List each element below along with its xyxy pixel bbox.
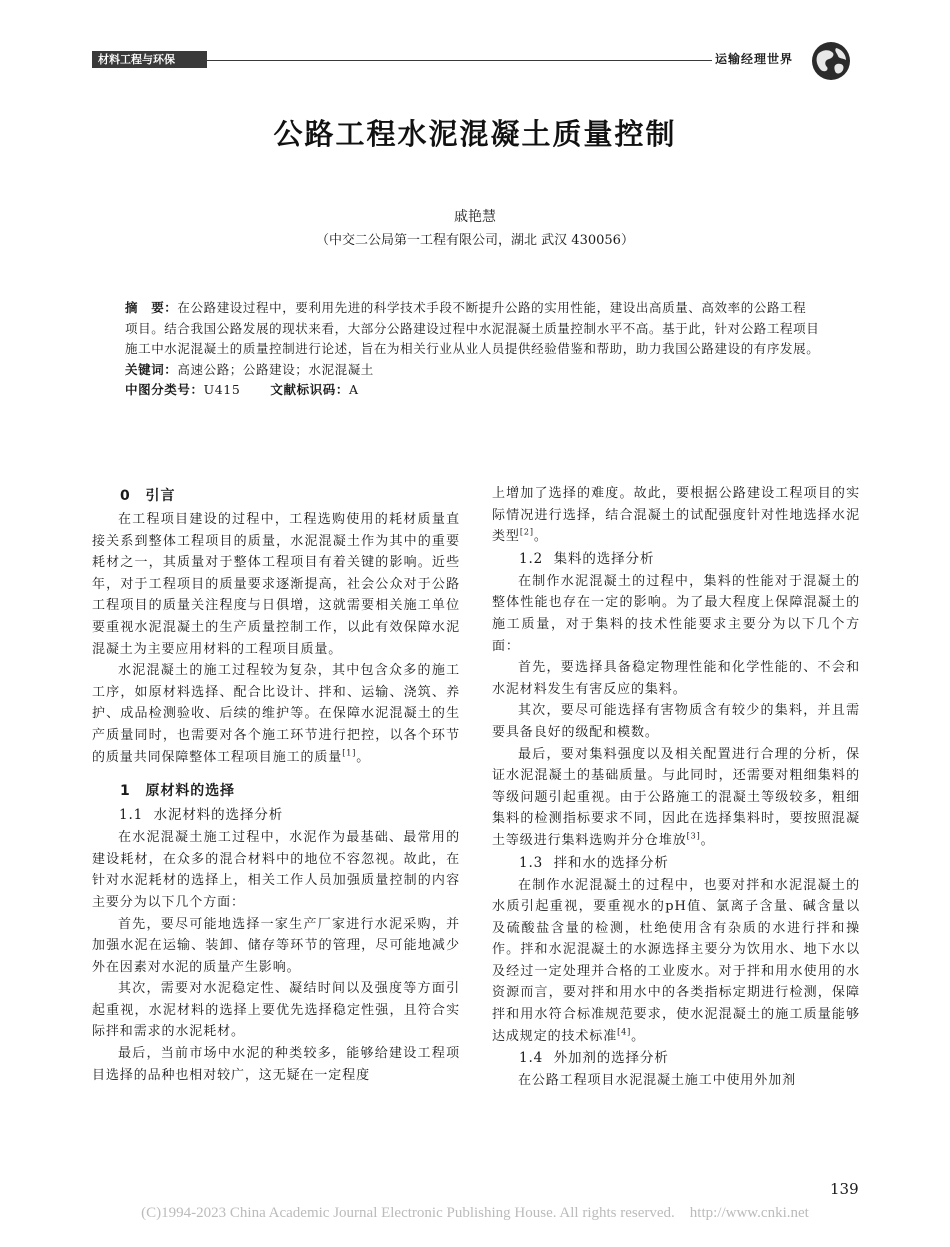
citation-4: [4] <box>617 1027 632 1037</box>
section-1-1-paragraph-3: 其次，需要对水泥稳定性、凝结时间以及强度等方面引起重视，水泥材料的选择上要优先选择稳定性强，且符合实际拌和需求的水泥耗材。 <box>92 981 460 1040</box>
section-1-2-heading <box>492 548 860 571</box>
section-1-3-number: 1.3 <box>519 854 544 871</box>
copyright-footer: (C)1994-2023 China Academic Journal Electronic Publishing House. All rights reserved. http://www.cnki.net <box>141 1205 809 1221</box>
section-1-1-heading <box>92 804 460 827</box>
section-1-1-paragraph-4: 最后，当前市场中水泥的种类较多，能够给建设工程项目选择的品种也相对较广，这无疑在一定程度 <box>92 1046 460 1083</box>
classification-line <box>125 380 845 401</box>
section-1-2-paragraph-4-end: 。 <box>700 832 715 848</box>
section-1-3-paragraph-1-text: 在制作水泥混凝土的过程中，也要对拌和水泥混凝土的水质引起重视，要重视水的pH值、氯离子含量、碱含量以及硫酸盐含量的检测，杜绝使用含有杂质的水进行拌和操作。拌和水泥混凝土的水源选择主要分为饮用水、地下水以及经过一定处理并合格的工业废水。对于拌和用水使用的水资源而言，要对拌和用水中的各类指标定期进行检测，保障拌和用水符合标准规范要求，使水泥混凝土的施工质量能够达成规定的技术标准 <box>492 877 860 1044</box>
section-1-1-number: 1.1 <box>119 807 144 824</box>
section-1-4-heading <box>492 1047 860 1070</box>
section-1-heading: 1 原材料的选择 <box>120 783 235 800</box>
section-1-3-paragraph-1-end: 。 <box>631 1028 646 1044</box>
clc-label: 中图分类号： <box>125 382 204 397</box>
page-number: 139 <box>830 1180 859 1198</box>
section-1-2-title: 集料的选择分析 <box>553 550 655 567</box>
article-title: 公路工程水泥混凝土质量控制 <box>273 117 677 151</box>
continued-paragraph <box>492 483 860 548</box>
continued-paragraph-text: 上增加了选择的难度。故此，要根据公路建设工程项目的实际情况进行选择，结合混凝土的试配强度针对性地选择水泥类型 <box>492 486 860 545</box>
section-1-3-heading <box>492 852 860 875</box>
author-affiliation: （中交二公局第一工程有限公司，湖北 武汉 430056） <box>316 233 634 248</box>
abstract-line-2: 项目。结合我国公路发展的现状来看，大部分公路建设过程中水泥混凝土质量控制水平不高。基于此，针对公路工程项目 <box>125 320 820 336</box>
citation-1: [1] <box>342 748 357 758</box>
section-0-paragraph-2-text: 水泥混凝土的施工过程较为复杂，其中包含众多的施工工序，如原材料选择、配合比设计、拌和、运输、浇筑、养护、成品检测验收、后续的维护等。在保障水泥混凝土的生产质量同时，也需要对各个施工环节进行把控，以各个环节的质量共同保障整体工程项目施工的质量 <box>92 663 460 765</box>
journal-name: 运输经理世界 <box>715 52 794 66</box>
section-1-2-number: 1.2 <box>519 550 544 567</box>
author-name: 戚艳慧 <box>454 209 496 225</box>
section-1-2-paragraph-3: 其次，要尽可能选择有害物质含有较少的集料，并且需要具备良好的级配和模数。 <box>492 703 860 740</box>
citation-2: [2] <box>519 527 534 537</box>
section-label: 材料工程与环保 <box>92 51 207 68</box>
section-1-2-paragraph-4-text: 最后，要对集料强度以及相关配置进行合理的分析，保证水泥混凝土的基础质量。与此同时，还需要对粗细集料的等级问题引起重视。由于公路施工的混凝土等级较多，粗细集料的检测指标要求不同，因此在选择集料时，要按照混凝土等级进行集料选购并分仓堆放 <box>492 746 860 848</box>
section-1-4-paragraph-1: 在公路工程项目水泥混凝土施工中使用外加剂 <box>518 1073 797 1089</box>
section-0-paragraph-2 <box>92 660 460 768</box>
abstract-text-1: 在公路建设过程中，要利用先进的科学技术手段不断提升公路的实用性能，建设出高质量、高效率的公路工程 <box>177 300 807 315</box>
section-1-3-title: 拌和水的选择分析 <box>553 854 669 871</box>
section-0-heading: 0 引言 <box>120 488 176 504</box>
abstract-line-3: 施工中水泥混凝土的质量控制进行论述，旨在为相关行业从业人员提供经验借鉴和帮助，助力我国公路建设的有序发展。 <box>125 341 820 356</box>
section-1-4-number: 1.4 <box>519 1050 544 1067</box>
section-0-paragraph-1: 在工程项目建设的过程中，工程选购使用的耗材质量直接关系到整体工程项目的质量，水泥混凝土作为其中的重要耗材之一，其质量对于整体工程项目有着关键的影响。近些年，对于工程项目的质量要求逐渐提高，社会公众对于公路工程项目的质量关注程度与日俱增，这就需要相关施工单位要重视水泥混凝土的生产质量控制工作，以此有效保障水泥混凝土为主要应用材料的工程项目质量。 <box>92 512 460 657</box>
section-1-1-paragraph-1: 在水泥混凝土施工过程中，水泥作为最基础、最常用的建设耗材，在众多的混合材料中的地位不容忽视。故此，在针对水泥耗材的选择上，相关工作人员加强质量控制的内容主要分为以下几个方面： <box>92 830 460 910</box>
section-1-4-title: 外加剂的选择分析 <box>553 1050 669 1067</box>
section-1-1-paragraph-2: 首先，要尽可能地选择一家生产厂家进行水泥采购，并加强水泥在运输、装卸、储存等环节的管理，尽可能地减少外在因素对水泥的质量产生影响。 <box>92 916 460 975</box>
header-rule <box>207 60 712 61</box>
clc-value: U415 <box>203 382 241 397</box>
left-column <box>92 483 460 1086</box>
section-1-1-title: 水泥材料的选择分析 <box>153 807 284 824</box>
doc-code-value: A <box>349 382 359 397</box>
section-1-2-paragraph-2: 首先，要选择具备稳定物理性能和化学性能的、不会和水泥材料发生有害反应的集料。 <box>492 660 860 697</box>
keywords-label: 关键词： <box>125 361 178 377</box>
doc-code-label: 文献标识码： <box>270 382 350 397</box>
keywords-line <box>125 360 845 381</box>
continued-paragraph-end: 。 <box>533 529 548 545</box>
section-0-paragraph-2-end: 。 <box>356 749 371 765</box>
globe-logo-icon <box>810 40 852 82</box>
right-column <box>492 483 860 1092</box>
abstract-label: 摘 要： <box>125 300 178 315</box>
keywords-text: 高速公路；公路建设；水泥混凝土 <box>177 361 374 377</box>
citation-3: [3] <box>686 831 701 841</box>
section-1-2-paragraph-1: 在制作水泥混凝土的过程中，集料的性能对于混凝土的整体性能也存在一定的影响。为了最大程度上保障混凝土的施工质量，对于集料的技术性能要求主要分为以下几个方面： <box>492 573 860 654</box>
abstract-block <box>125 298 845 401</box>
abstract-line-1 <box>125 298 845 319</box>
section-1-2-paragraph-4 <box>492 744 860 852</box>
section-1-3-paragraph-1 <box>492 875 860 1048</box>
